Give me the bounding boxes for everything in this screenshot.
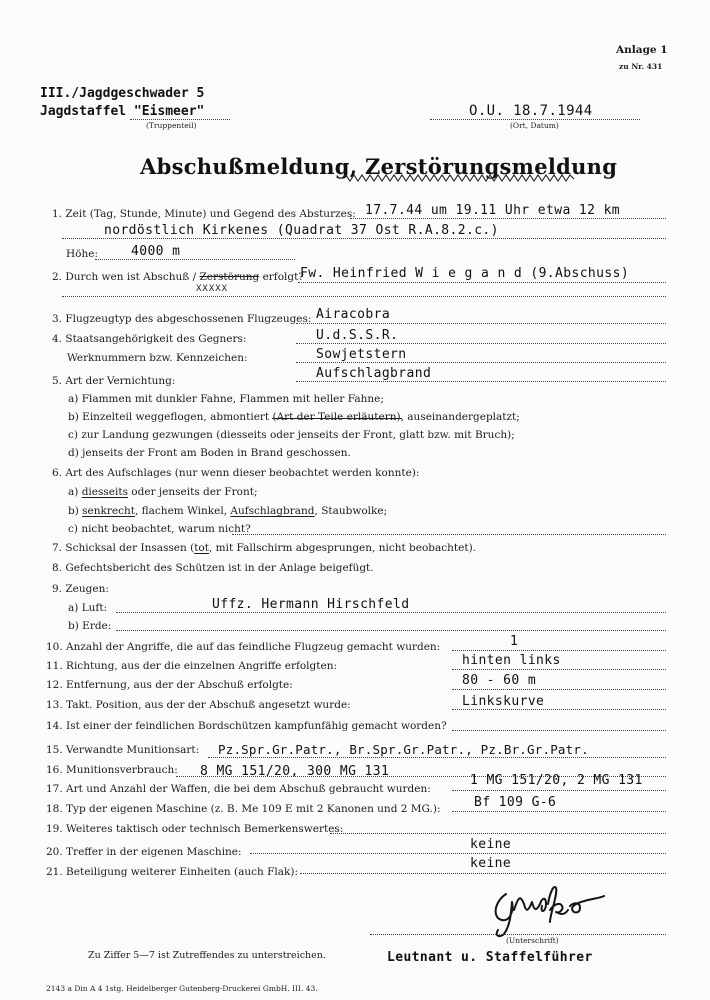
q6-b-rest: , Staubwolke; [314, 505, 388, 517]
q10-number: 10. [46, 641, 63, 653]
signature-caption: (Unterschrift) [506, 936, 559, 945]
q11-row [46, 660, 337, 672]
q13-value: Linkskurve [462, 694, 545, 709]
q11-number: 11. [46, 660, 63, 672]
q1-hoehe-value: 4000 m [131, 244, 181, 259]
q7-label-post: , mit Fallschirm abgesprungen, nicht beobachtet). [208, 542, 477, 554]
q10-label: Anzahl der Angriffe, die auf das feindliche Flugzeug gemacht wurden: [66, 641, 441, 653]
q3-value: Airacobra [316, 307, 391, 322]
q18-row [46, 803, 441, 815]
q9-row [52, 583, 109, 595]
place-date: O.U. 18.7.1944 [469, 103, 593, 119]
q20-number: 20. [46, 846, 63, 858]
handwritten-signature [484, 880, 614, 940]
unit-caption: (Truppenteil) [146, 121, 197, 130]
q13-number: 13. [46, 699, 63, 711]
q5-option-d: d) jenseits der Front am Boden in Brand geschossen. [68, 447, 351, 459]
q2-label-zerstoerung: Zerstörung [199, 271, 260, 283]
q6-option-c: c) nicht beobachtet, warum nicht? [68, 523, 251, 535]
q7-label-pre: Schicksal der Insassen ( [65, 542, 195, 554]
q3-row [52, 313, 311, 325]
q4-value: U.d.S.S.R. [316, 328, 399, 343]
q9-number: 9. [52, 583, 63, 595]
title-strikeout [340, 170, 580, 186]
q14-number: 14. [46, 720, 63, 732]
printer-imprint: 2143 a Din A 4 1stg. Heidelberger Gutenberg-Druckerei GmbH. III. 43. [46, 984, 318, 993]
q6-b-mid: , flachem Winkel, [134, 505, 231, 517]
q16-row [46, 764, 178, 776]
q1-value-line1: 17.7.44 um 19.11 Uhr etwa 12 km [365, 203, 621, 218]
q16-number: 16. [46, 764, 63, 776]
q5-option-c: c) zur Landung gezwungen (diesseits oder jenseits der Front, glatt bzw. mit Bruch); [68, 429, 515, 441]
q9-a-label: a) Luft: [68, 602, 108, 614]
q21-label: Beteiligung weiterer Einheiten (auch Flak): [66, 866, 299, 878]
unit-line-1: III./Jagdgeschwader 5 [40, 86, 205, 101]
q1-hoehe-label: Höhe: [66, 248, 98, 260]
q18-label: Typ der eigenen Maschine (z. B. Me 109 E mit 2 Kanonen und 2 MG.): [66, 803, 441, 815]
q13-label: Takt. Position, aus der der Abschuß angesetzt wurde: [66, 699, 351, 711]
place-date-caption: (Ort, Datum) [510, 121, 559, 130]
q9-label: Zeugen: [65, 583, 109, 595]
q6-label: Art des Aufschlages (nur wenn dieser beobachtet werden konnte): [65, 467, 420, 479]
q6-a-underlined: diesseits [81, 486, 128, 498]
q6-row [52, 467, 419, 479]
annex-label: Anlage 1 [616, 44, 668, 56]
q5-option-b: b) Einzelteil weggeflogen, abmontiert (Art der Teile erläutern), auseinandergeplatzt; [68, 411, 520, 423]
q2-label-a: Durch wen ist Abschuß / [65, 271, 200, 283]
q4-sub-label: Werknummern bzw. Kennzeichen: [67, 352, 248, 364]
q5-value: Aufschlagbrand [316, 366, 432, 381]
q4-row [52, 333, 246, 345]
q12-number: 12. [46, 679, 63, 691]
q6-a-prefix: a) [68, 486, 82, 498]
q3-number: 3. [52, 313, 63, 325]
q6-option-b [68, 505, 387, 517]
signature-name: Leutnant u. Staffelführer [387, 950, 593, 965]
q5-number: 5. [52, 375, 63, 387]
q12-label: Entfernung, aus der der Abschuß erfolgte: [66, 679, 293, 691]
q2-label-c: erfolgt? [259, 271, 304, 283]
q19-value: keine [470, 837, 512, 852]
q1-row [52, 208, 356, 220]
q14-row [46, 720, 447, 732]
q6-b-prefix: b) [68, 505, 83, 517]
q17-label: Art und Anzahl der Waffen, die bei dem Abschuß gebraucht wurden: [66, 783, 431, 795]
q6-option-a [68, 486, 258, 498]
q10-row [46, 641, 440, 653]
annex-ref: zu Nr. 431 [619, 62, 663, 71]
q5-row [52, 375, 175, 387]
q19-row [46, 823, 343, 835]
q8-number: 8. [52, 562, 63, 574]
q20-value: keine [470, 856, 512, 871]
q6-a-rest: oder jenseits der Front; [127, 486, 258, 498]
q1-label: Zeit (Tag, Stunde, Minute) und Gegend des Absturzes: [65, 208, 356, 220]
q1-value-line2: nordöstlich Kirkenes (Quadrat 37 Ost R.A.8.2.c.) [104, 223, 499, 238]
q15-label: Verwandte Munitionsart: [66, 744, 200, 756]
q8-label: Gefechtsbericht des Schützen ist in der Anlage beigefügt. [65, 562, 374, 574]
q20-label: Treffer in der eigenen Maschine: [66, 846, 242, 858]
title-abschuss: Abschußmeldung, [140, 154, 358, 179]
q11-label: Richtung, aus der die einzelnen Angriffe erfolgten: [66, 660, 337, 672]
q19-label: Weiteres taktisch oder technisch Bemerkenswertes: [66, 823, 344, 835]
q14-label: Ist einer der feindlichen Bordschützen kampfunfähig gemacht worden? [66, 720, 447, 732]
q9-a-value: Uffz. Hermann Hirschfeld [212, 597, 410, 612]
q5-option-a: a) Flammen mit dunkler Fahne, Flammen mit heller Fahne; [68, 393, 384, 405]
q7-label-underlined: tot [194, 542, 209, 554]
q2-strike-marks: XXXXX [196, 284, 229, 294]
q6-b-underlined-1: senkrecht [82, 505, 135, 517]
title-zerstoerung: Zerstörungsmeldung [364, 154, 618, 179]
q17-number: 17. [46, 783, 63, 795]
q17-row [46, 783, 431, 795]
q7-number: 7. [52, 542, 63, 554]
q2-value: Fw. Heinfried W i e g a n d (9.Abschuss) [300, 266, 630, 281]
q7-row [52, 542, 476, 554]
q15-row [46, 744, 199, 756]
q2-row [52, 271, 304, 283]
footer-note: Zu Ziffer 5—7 ist Zutreffendes zu unterstreichen. [88, 950, 326, 961]
q21-number: 21. [46, 866, 63, 878]
q16-label: Munitionsverbrauch: [66, 764, 178, 776]
q6-b-underlined-2: Aufschlagbrand [230, 505, 315, 517]
q10-value: 1 [510, 634, 519, 649]
q1-number: 1. [52, 208, 63, 220]
q15-number: 15. [46, 744, 63, 756]
q20-row [46, 846, 242, 858]
q9-b-label: b) Erde: [68, 620, 112, 632]
q6-number: 6. [52, 467, 63, 479]
q21-row [46, 866, 298, 878]
q8-row [52, 562, 374, 574]
q18-number: 18. [46, 803, 63, 815]
unit-line-2: Jagdstaffel "Eismeer" [40, 104, 205, 119]
q4-label: Staatsangehörigkeit des Gegners: [65, 333, 247, 345]
q4-number: 4. [52, 333, 63, 345]
q5-label: Art der Vernichtung: [65, 375, 176, 387]
q12-row [46, 679, 293, 691]
q16-value: 8 MG 151/20, 300 MG 131 [200, 764, 390, 779]
q3-label: Flugzeugtyp des abgeschossenen Flugzeuges: [65, 313, 312, 325]
q17-value: 1 MG 151/20, 2 MG 131 [470, 773, 643, 788]
q11-value: hinten links [462, 653, 561, 668]
q2-number: 2. [52, 271, 63, 283]
q18-value: Bf 109 G-6 [474, 795, 557, 810]
q13-row [46, 699, 351, 711]
q15-value: Pz.Spr.Gr.Patr., Br.Spr.Gr.Patr., Pz.Br.Gr.Patr. [218, 742, 589, 757]
q12-value: 80 - 60 m [462, 673, 537, 688]
q19-number: 19. [46, 823, 63, 835]
q4-sub-value: Sowjetstern [316, 347, 407, 362]
